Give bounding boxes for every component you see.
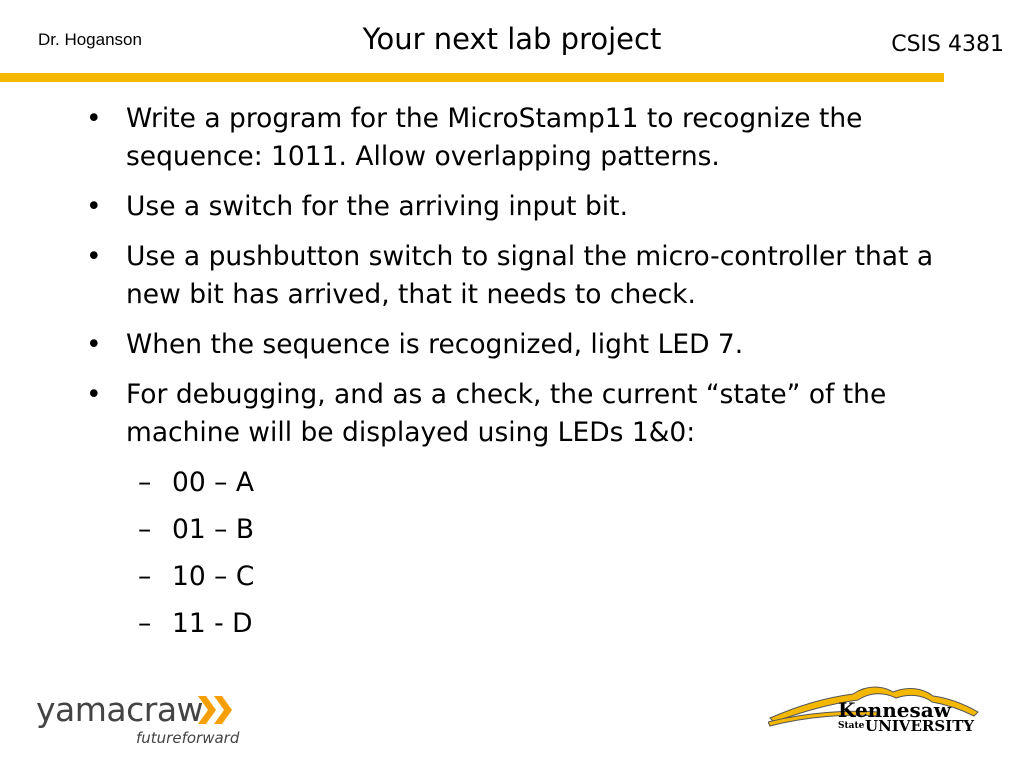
sub-bullet-item [86,511,986,549]
yamacraw-tagline: futureforward [136,729,240,747]
bullet-marker: • [86,191,102,222]
dash-marker: – [138,608,152,639]
bullet-marker: • [86,329,102,360]
bullet-text: When the sequence is recognized, light LED 7. [126,329,744,360]
sub-bullet-text: 01 – B [172,514,254,545]
ksu-state: State [838,721,865,731]
sub-bullet-text: 10 – C [172,561,255,592]
bullet-item [86,376,986,452]
bullet-text: Use a pushbutton switch to signal the micro-controller that a new bit has arrived, that it needs to check. [126,241,934,310]
ksu-kennesaw: Kennesaw [838,698,951,722]
yamacraw-wordmark: yamacraw [36,690,204,729]
bullet-item [86,326,986,364]
dash-marker: – [138,467,152,498]
double-chevron-icon [196,692,236,728]
author-name: Dr. Hoganson [38,30,142,49]
bullet-item [86,100,986,176]
sub-bullet-item [86,605,986,643]
bullet-text: For debugging, and as a check, the current “state” of the machine will be displayed using LEDs 1&0: [126,379,887,448]
ksu-logo [768,682,980,744]
yamacraw-logo [36,690,246,752]
bullet-item [86,188,986,226]
bullet-marker: • [86,103,102,134]
bullet-text: Use a switch for the arriving input bit. [126,191,628,222]
slide-title: Your next lab project [362,22,662,56]
dash-marker: – [138,561,152,592]
sub-bullet-item [86,558,986,596]
bullet-marker: • [86,379,102,410]
sub-bullet-item [86,464,986,502]
slide-content [86,100,986,652]
ksu-university: UNIVERSITY [865,717,975,735]
bullet-item [86,238,986,314]
bullet-marker: • [86,241,102,272]
bullet-text: Write a program for the MicroStamp11 to recognize the sequence: 1011. Allow overlapping patterns. [126,103,863,172]
sub-bullet-text: 00 – A [172,467,254,498]
dash-marker: – [138,514,152,545]
header-divider [0,73,944,82]
course-code: CSIS 4381 [891,32,1004,57]
sub-bullet-text: 11 - D [172,608,253,639]
